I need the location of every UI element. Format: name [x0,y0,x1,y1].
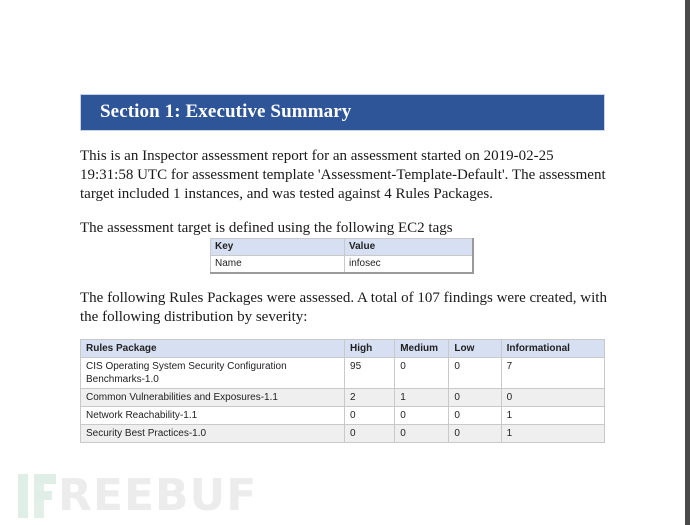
table-row [81,389,605,407]
high-count: 0 [345,407,395,425]
column-header-value: Value [345,239,474,256]
section-title: Section 1: Executive Summary [100,101,352,122]
column-header-medium: Medium [395,340,449,358]
column-header-high: High [345,340,395,358]
table-row [81,425,605,443]
tag-value: infosec [345,256,474,274]
informational-count: 1 [501,407,604,425]
column-header-low: Low [449,340,501,358]
ec2-tags-table [210,238,474,274]
rules-package-name: Security Best Practices-1.0 [81,425,345,443]
medium-count: 0 [395,407,449,425]
medium-count: 1 [395,389,449,407]
medium-count: 0 [395,358,449,389]
rules-package-name: Network Reachability-1.1 [81,407,345,425]
tags-intro: The assessment target is defined using the following EC2 tags [80,220,453,236]
high-count: 0 [345,425,395,443]
freebuf-watermark [18,470,258,521]
high-count: 95 [345,358,395,389]
informational-count: 7 [501,358,604,389]
high-count: 2 [345,389,395,407]
watermark-text: REEBUF [58,470,258,521]
low-count: 0 [449,389,501,407]
table-row [81,358,605,389]
low-count: 0 [449,358,501,389]
medium-count: 0 [395,425,449,443]
rules-package-name: Common Vulnerabilities and Exposures-1.1 [81,389,345,407]
column-header-informational: Informational [501,340,604,358]
window-edge [685,0,690,525]
watermark-bar-icon [18,474,28,518]
section-header [80,94,605,131]
column-header-rules-package: Rules Package [81,340,345,358]
table-row [211,256,474,274]
watermark-f-icon [34,474,56,518]
low-count: 0 [449,407,501,425]
rules-package-name: CIS Operating System Security Configuration Benchmarks-1.0 [81,358,345,389]
tag-key: Name [211,256,345,274]
informational-count: 0 [501,389,604,407]
rules-packages-table [80,339,605,443]
column-header-key: Key [211,239,345,256]
findings-intro: The following Rules Packages were assessed. A total of 107 findings were created, with the following distribution by severity: [80,290,607,325]
intro-paragraph: This is an Inspector assessment report for an assessment started on 2019-02-25 19:31:58 UTC for assessment template 'Assessment-Template-Default'. The assessment target included 1 instances, and was tested against 4 Rules Packages. [80,148,606,202]
table-header-row [211,239,474,256]
low-count: 0 [449,425,501,443]
table-header-row [81,340,605,358]
informational-count: 1 [501,425,604,443]
table-row [81,407,605,425]
